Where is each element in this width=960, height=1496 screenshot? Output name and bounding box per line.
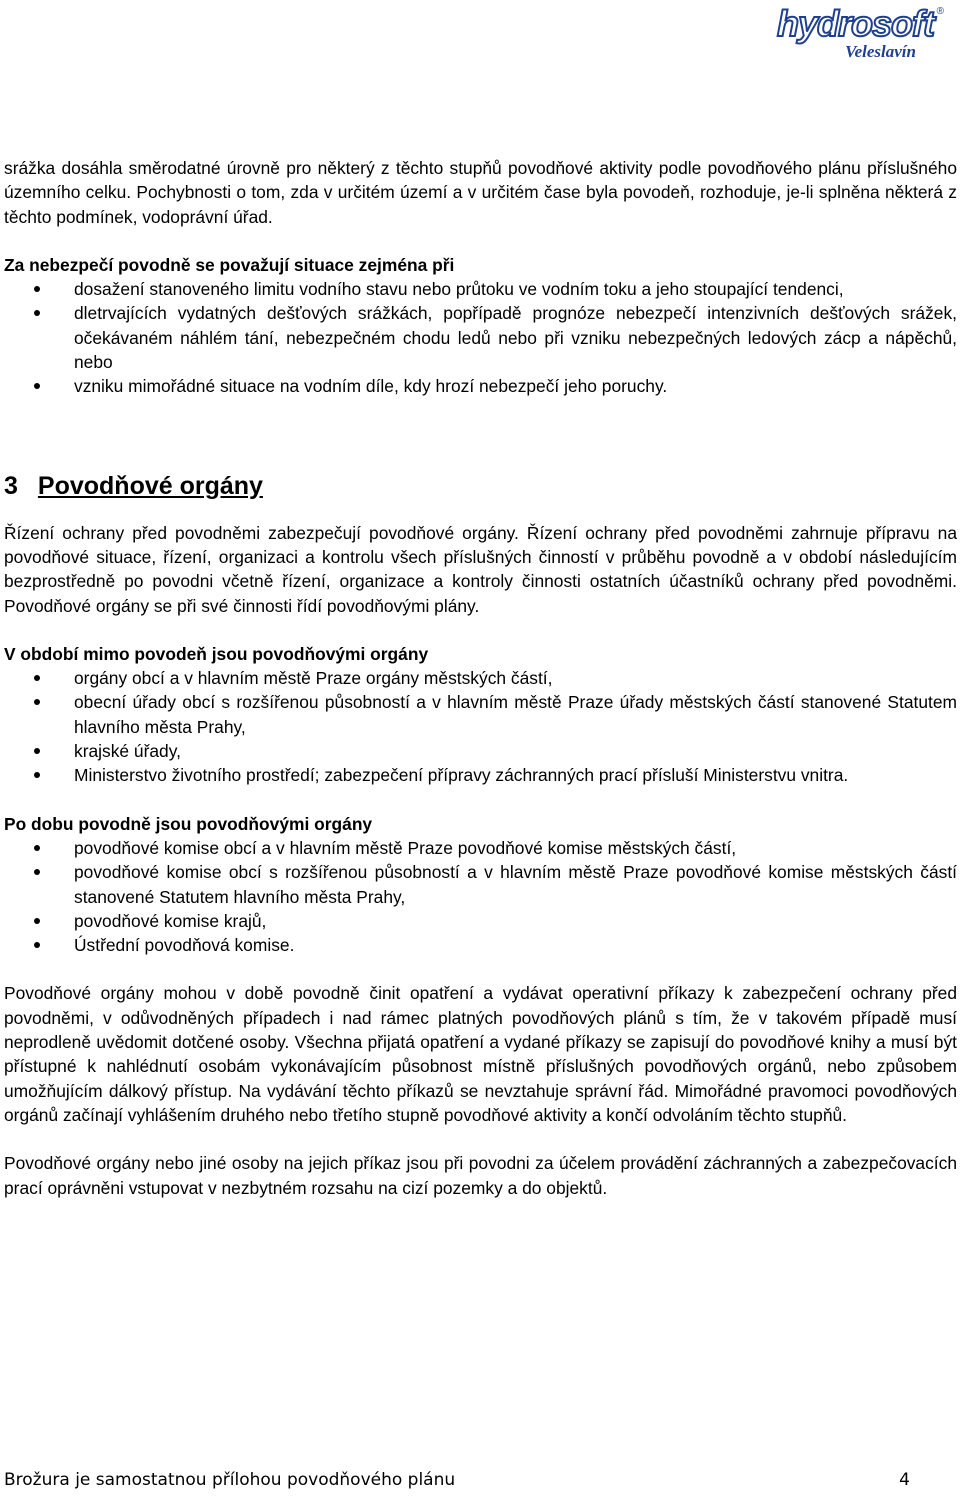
danger-heading: Za nebezpečí povodně se považují situace zejména při xyxy=(4,254,455,275)
logo-subtitle: Veleslavín xyxy=(845,42,916,61)
paragraph-flood-authorities: Řízení ochrany před povodněmi zabezpečují povodňové orgány. Řízení ochrany před povodněmi zahrnuje přípravu na povodňové situace, řízení, organizaci a kontrolu všech příslušných činností v průběhu povodně a v období následujícím bezprostředně po povodni včetně řízení, organizace a kontroly činnosti ostatních účastníků ochrany před povodněmi. Povodňové orgány se při své činnosti řídí povodňovými plány. xyxy=(4,522,957,616)
list-item: povodňové komise obcí a v hlavním městě Praze povodňové komise městských částí, xyxy=(4,836,957,860)
page-footer xyxy=(4,1468,910,1492)
list-item: vzniku mimořádné situace na vodním díle, kdy hrozí nebezpečí jeho poruchy. xyxy=(4,374,957,398)
during-flood-list xyxy=(4,836,957,957)
paragraph-flood-definition: srážka dosáhla směrodatné úrovně pro některý z těchto stupňů povodňové aktivity podle povodňového plánu příslušného územního celku. Pochybnosti o tom, zda v určitém území a v určitém čase byla povodeň, rozhoduje, je-li splněna některá z těchto podmínek, vodoprávní úřad. xyxy=(4,158,957,227)
during-flood-heading: Po dobu povodně jsou povodňovými orgány xyxy=(4,813,373,834)
list-item: povodňové komise obcí s rozšířenou působností a v hlavním městě Praze povodňové komise městských částí stanovené Statutem hlavního města Prahy, xyxy=(4,860,957,909)
paragraph-operative-orders: Povodňové orgány mohou v době povodně činit opatření a vydávat operativní příkazy k zabezpečení ochrany před povodněmi, v odůvodněných případech i nad rámec platných povodňových plánů s tím, že v takovém případě musí neprodleně uvědomit dotčené osoby. Všechna přijatá opatření a vydané příkazy se zapisují do povodňové knihy a musí být přístupné k nahlédnutí osobám vykonávajícím působnost místně příslušných povodňových orgánů, nebo způsobem umožňujícím dálkový přístup. Na vydávání těchto příkazů se nevztahuje správní řád. Mimořádné pravomoci povodňových orgánů začínají vyhlášením druhého nebo třetího stupně povodňové aktivity a končí odvoláním těchto stupňů. xyxy=(4,983,957,1125)
list-item: obecní úřady obcí s rozšířenou působností a v hlavním městě Praze úřady městských částí stanovené Statutem hlavního města Prahy, xyxy=(4,690,957,739)
list-item: dletrvajících vydatných dešťových srážkách, popřípadě prognóze nebezpečí intenzivních dešťových srážek, očekávaném náhlém tání, nebezpečném chodu ledů nebo při vzniku nebezpečných ledových zácp a nápěchů, nebo xyxy=(4,301,957,374)
list-item: Ústřední povodňová komise. xyxy=(4,933,957,957)
outside-flood-heading: V období mimo povodeň jsou povodňovými orgány xyxy=(4,643,429,664)
danger-list xyxy=(4,277,957,398)
document-body xyxy=(4,156,957,1200)
logo-registered-mark: ® xyxy=(936,6,944,17)
outside-flood-list xyxy=(4,666,957,787)
section-heading xyxy=(4,471,957,501)
list-item: orgány obcí a v hlavním městě Praze orgány městských částí, xyxy=(4,666,957,690)
hydrosoft-logo xyxy=(764,3,944,62)
section-title: Povodňové orgány xyxy=(37,471,263,500)
list-item: dosažení stanoveného limitu vodního stavu nebo průtoku ve vodním toku a jeho stoupající tendenci, xyxy=(4,277,957,301)
list-item: povodňové komise krajů, xyxy=(4,909,957,933)
section-number: 3 xyxy=(4,471,18,500)
footer-text: Brožura je samostatnou přílohou povodňového plánu xyxy=(4,1470,456,1490)
page-number: 4 xyxy=(899,1470,910,1490)
list-item: krajské úřady, xyxy=(4,739,957,763)
list-item: Ministerstvo životního prostředí; zabezpečení přípravy záchranných prací přísluší Ministerstvu vnitra. xyxy=(4,763,957,787)
logo-wordmark: hydrosoft xyxy=(777,3,934,44)
paragraph-access-rights: Povodňové orgány nebo jiné osoby na jejich příkaz jsou při povodni za účelem provádění záchranných a zabezpečovacích prací oprávněni vstupovat v nezbytném rozsahu na cizí pozemky a do objektů. xyxy=(4,1153,957,1198)
